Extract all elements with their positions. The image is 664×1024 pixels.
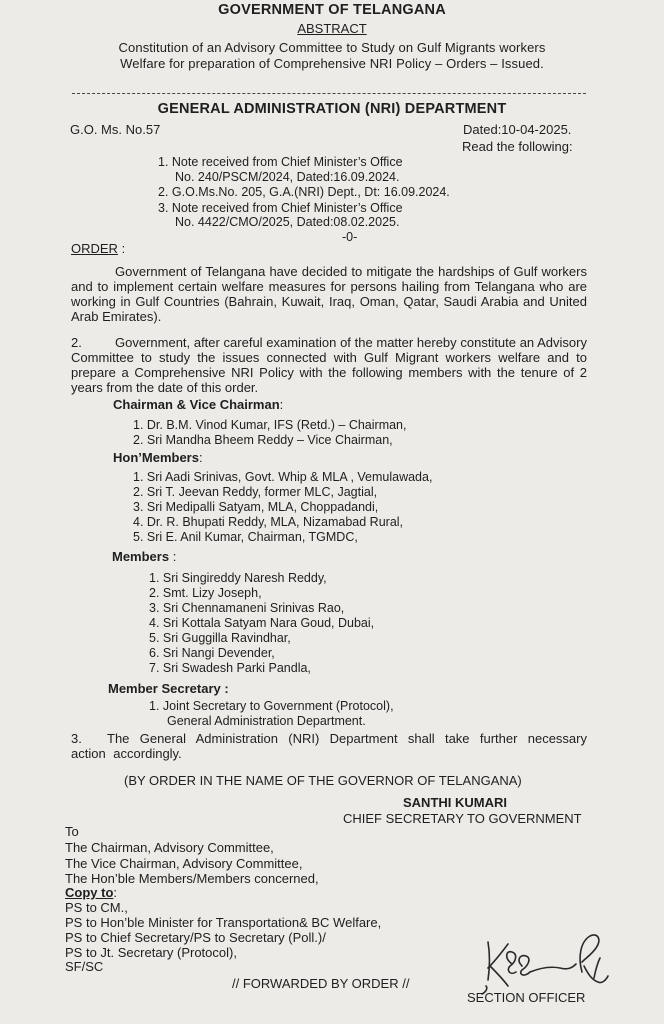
member-secretary-line-2: General Administration Department. [167, 714, 366, 728]
members-heading [112, 549, 176, 564]
hon-members-heading-label: Hon’Members [113, 450, 199, 465]
reference-3-line-2: No. 4422/CMO/2025, Dated:08.02.2025. [175, 215, 400, 229]
order-paragraph-3: The General Administration (NRI) Department shall take further necessary action accordingly. [71, 731, 587, 761]
copy-to-heading [65, 885, 117, 900]
chairman-heading [113, 397, 283, 412]
hon-member-item-4: 4. Dr. R. Bhupati Reddy, MLA, Nizamabad Rural, [133, 515, 404, 529]
order-paragraph-2: Government, after careful examination of the matter hereby constitute an Advisory Committee to study the issues connected with Gulf Migrant workers welfare and to prepare a Comprehensive NRI Policy with the following members with the tenure of 2 years from the date of this order. [71, 335, 587, 395]
chairman-item-1: 1. Dr. B.M. Vinod Kumar, IFS (Retd.) – Chairman, [133, 418, 407, 432]
to-item-3: The Hon’ble Members/Members concerned, [65, 871, 319, 886]
go-number: G.O. Ms. No.57 [70, 122, 161, 137]
references-end-mark: -0- [342, 230, 358, 244]
signatory-title: CHIEF SECRETARY TO GOVERNMENT [343, 811, 582, 826]
abstract-line-2: Welfare for preparation of Comprehensive NRI Policy – Orders – Issued. [120, 56, 544, 71]
hon-member-item-1: 1. Sri Aadi Srinivas, Govt. Whip & MLA , Vemulawada, [133, 470, 433, 484]
members-heading-label: Members [112, 549, 170, 564]
reference-3-line-1: 3. Note received from Chief Minister’s Office [158, 201, 403, 215]
abstract-label: ABSTRACT [297, 21, 367, 36]
order-paragraph-1: Government of Telangana have decided to mitigate the hardships of Gulf workers and to implement certain welfare measures for persons hailing from Telangana who are working in Gulf Countries (Bahrain, Kuwait, Iraq, Oman, Qatar, Saudi Arabia and United Arab Emirates). [71, 264, 587, 324]
chairman-heading-colon: : [279, 397, 284, 412]
copy-item-5: SF/SC [65, 959, 104, 974]
hon-member-item-5: 5. Sri E. Anil Kumar, Chairman, TGMDC, [133, 530, 358, 544]
signatory-name: SANTHI KUMARI [403, 795, 507, 810]
copy-item-3: PS to Chief Secretary/PS to Secretary (Poll.)/ [65, 930, 326, 945]
chairman-item-2: 2. Sri Mandha Bheem Reddy – Vice Chairman, [133, 433, 393, 447]
order-paragraph-2-number: 2. [71, 335, 82, 350]
government-title: GOVERNMENT OF TELANGANA [218, 2, 446, 18]
member-item-6: 6. Sri Nangi Devender, [149, 646, 275, 660]
hon-member-item-2: 2. Sri T. Jeevan Reddy, former MLC, Jagtial, [133, 485, 378, 499]
member-secretary-heading: Member Secretary : [108, 681, 229, 696]
member-secretary-line-1: 1. Joint Secretary to Government (Protocol), [149, 699, 394, 713]
dashed-divider [72, 93, 586, 94]
to-label: To [65, 824, 79, 839]
reference-1-line-1: 1. Note received from Chief Minister’s Office [158, 155, 403, 169]
reference-1-line-2: No. 240/PSCM/2024, Dated:16.09.2024. [175, 170, 400, 184]
member-item-1: 1. Sri Singireddy Naresh Reddy, [149, 571, 327, 585]
department-title: GENERAL ADMINISTRATION (NRI) DEPARTMENT [157, 101, 507, 117]
abstract-line-1: Constitution of an Advisory Committee to Study on Gulf Migrants workers [118, 40, 546, 55]
go-date: Dated:10-04-2025. [463, 122, 572, 137]
hon-members-heading [113, 450, 203, 465]
copy-to-label: Copy to [65, 885, 114, 900]
copy-item-1: PS to CM., [65, 900, 128, 915]
by-order-line: (BY ORDER IN THE NAME OF THE GOVERNOR OF TELANGANA) [124, 773, 522, 788]
copy-item-4: PS to Jt. Secretary (Protocol), [65, 945, 237, 960]
member-item-4: 4. Sri Kottala Satyam Nara Goud, Dubai, [149, 616, 375, 630]
order-label-colon: : [117, 241, 126, 256]
reference-2: 2. G.O.Ms.No. 205, G.A.(NRI) Dept., Dt: 16.09.2024. [158, 185, 450, 199]
to-item-2: The Vice Chairman, Advisory Committee, [65, 856, 303, 871]
read-following: Read the following: [462, 139, 573, 154]
forwarded-by-order: // FORWARDED BY ORDER // [232, 976, 410, 991]
order-heading [71, 241, 125, 256]
member-item-2: 2. Smt. Lizy Joseph, [149, 586, 262, 600]
order-label: ORDER [71, 241, 118, 256]
chairman-heading-label: Chairman & Vice Chairman [113, 397, 280, 412]
hon-member-item-3: 3. Sri Medipalli Satyam, MLA, Choppadandi, [133, 500, 379, 514]
order-paragraph-3-number: 3. [71, 731, 82, 746]
copy-to-colon: : [113, 885, 118, 900]
copy-item-2: PS to Hon’ble Minister for Transportation& BC Welfare, [65, 915, 382, 930]
members-heading-colon: : [169, 549, 177, 564]
hon-members-heading-colon: : [198, 450, 203, 465]
member-item-3: 3. Sri Chennamaneni Srinivas Rao, [149, 601, 345, 615]
to-item-1: The Chairman, Advisory Committee, [65, 840, 274, 855]
member-item-5: 5. Sri Guggilla Ravindhar, [149, 631, 291, 645]
member-item-7: 7. Sri Swadesh Parki Pandla, [149, 661, 311, 675]
section-officer: SECTION OFFICER [467, 990, 586, 1005]
